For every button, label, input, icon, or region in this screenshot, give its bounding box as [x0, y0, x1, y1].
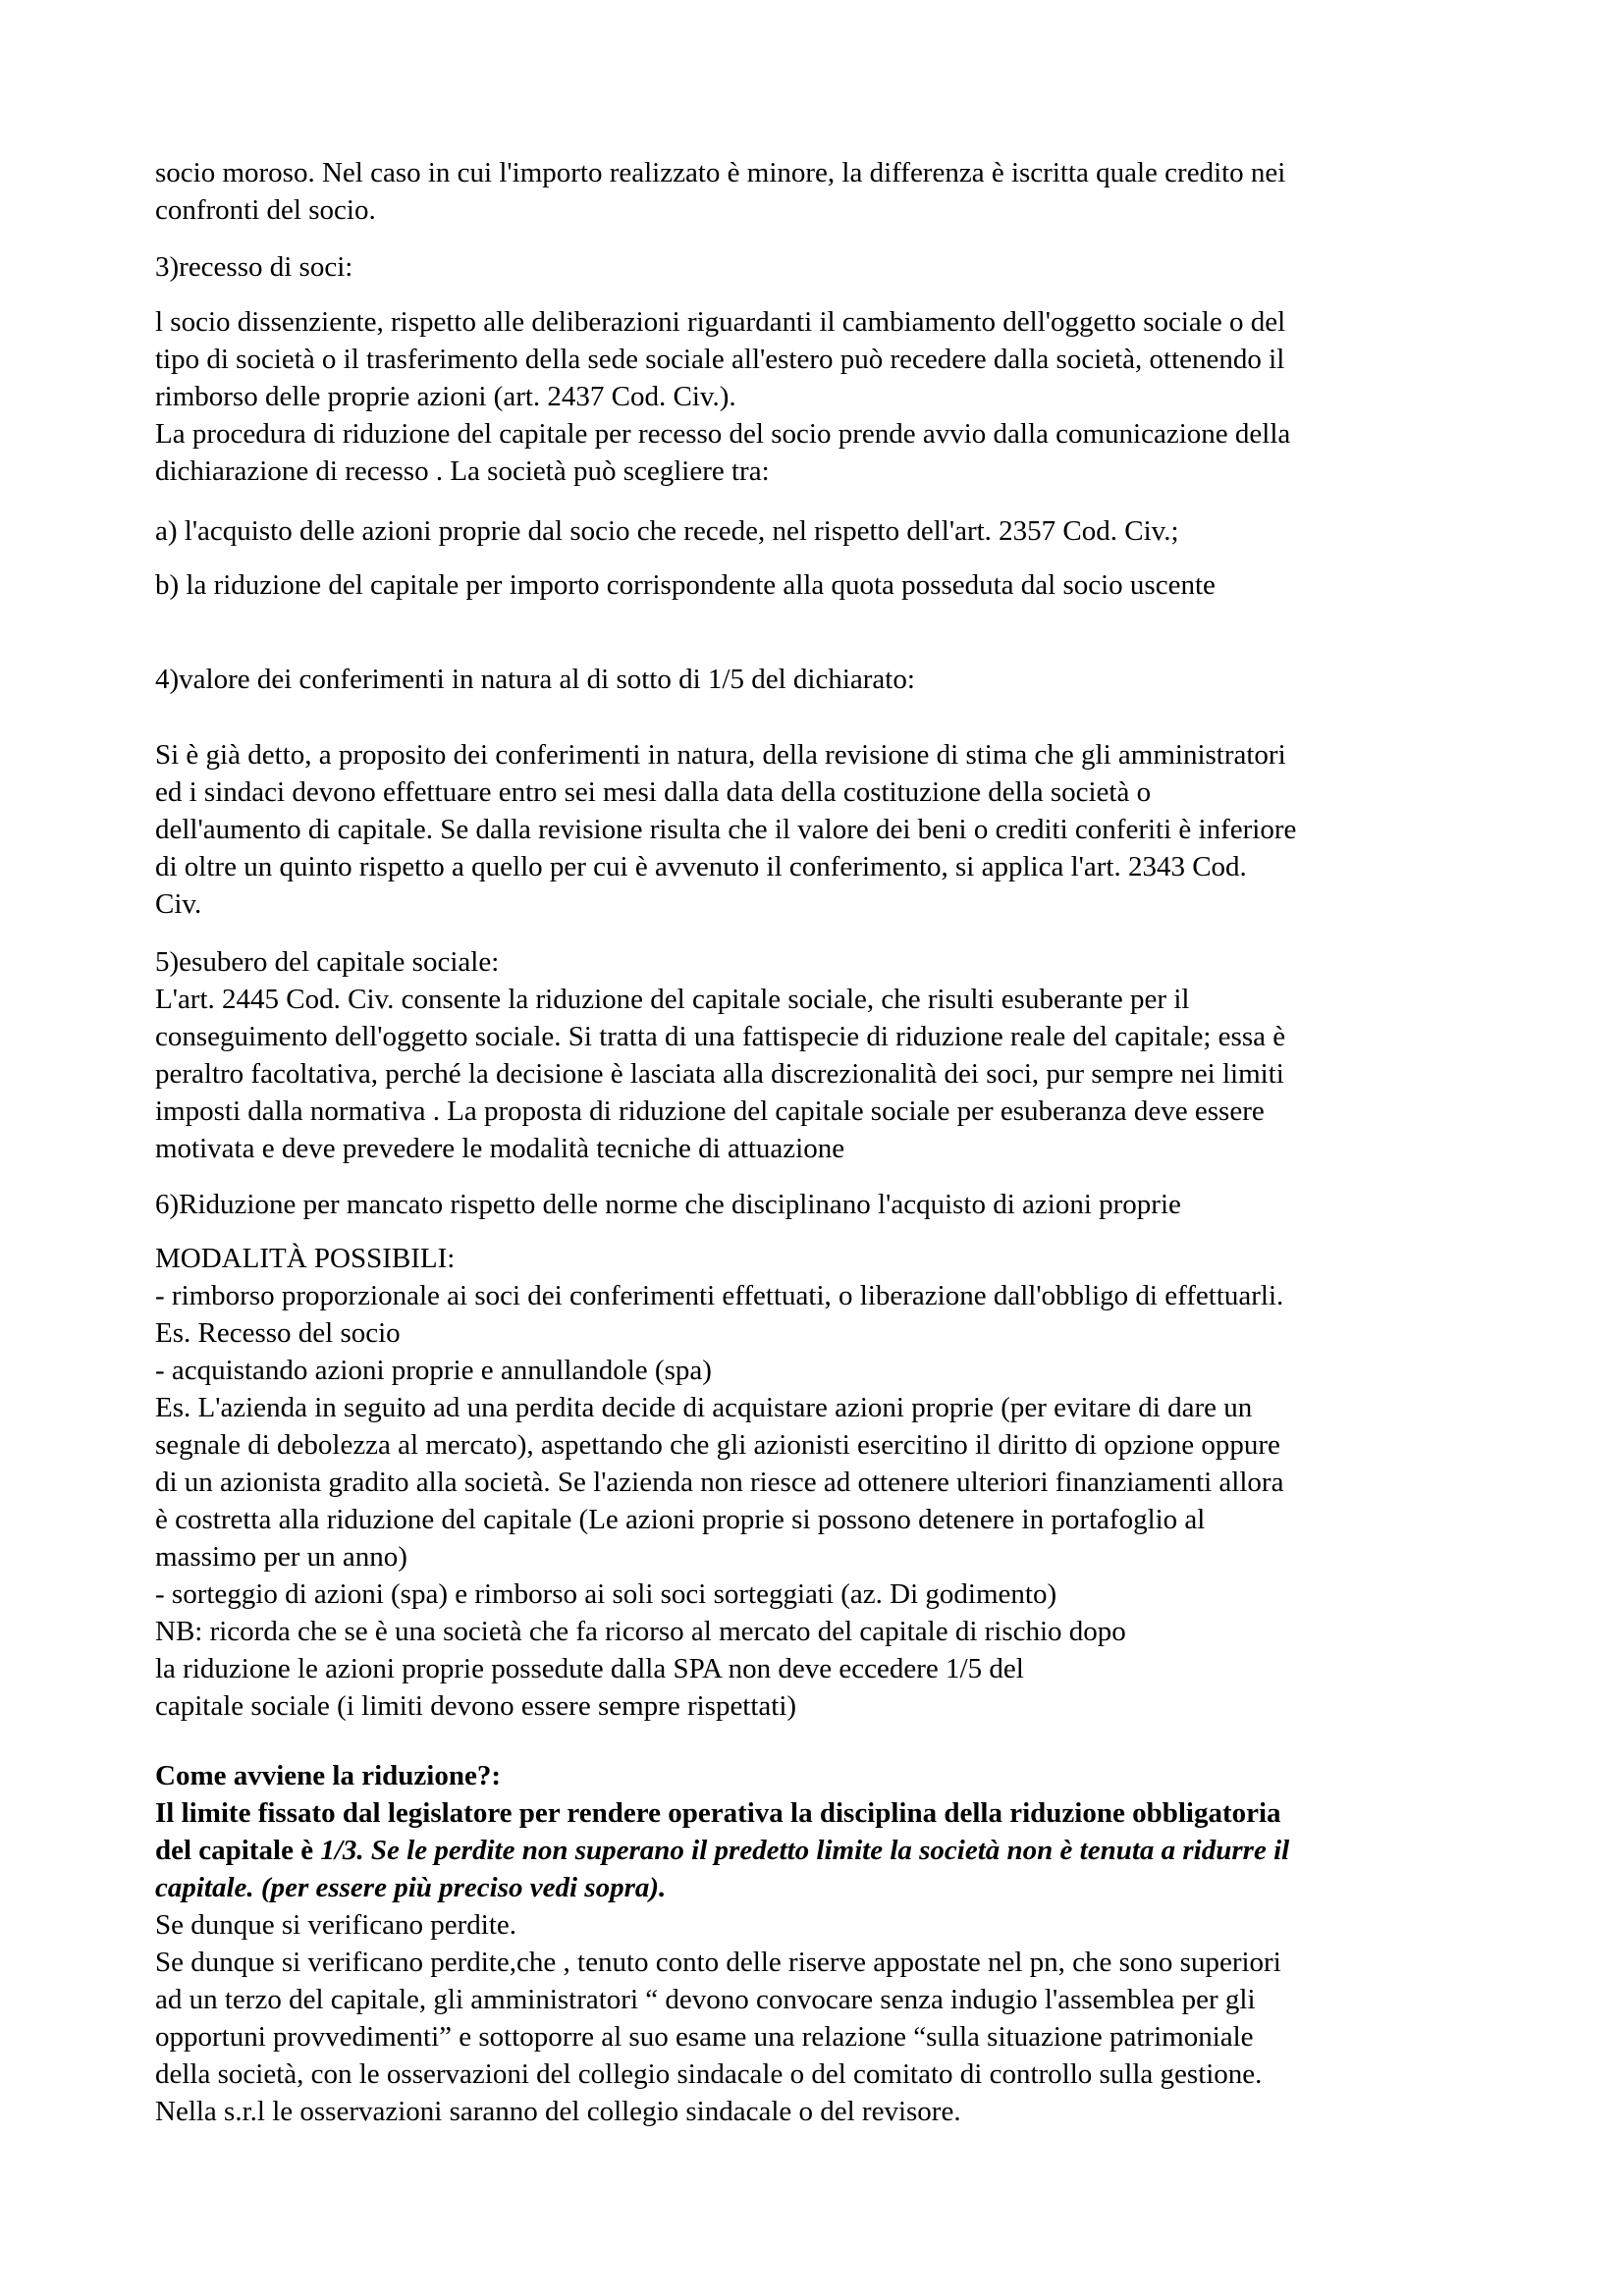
text-line: NB: ricorda che se è una società che fa ricorso al mercato del capitale di rischio dopo	[155, 1616, 1126, 1647]
text-line: opportuni provvedimenti” e sottoporre al suo esame una relazione “sulla situazione patrimoniale	[155, 2021, 1254, 2053]
text-line: 5)esubero del capitale sociale:	[155, 946, 500, 978]
text-line: Civ.	[155, 888, 202, 920]
text-line: 6)Riduzione per mancato rispetto delle norme che disciplinano l'acquisto di azioni proprie	[155, 1189, 1181, 1220]
section-heading-recesso	[155, 248, 1490, 286]
text-line: La procedura di riduzione del capitale per recesso del socio prende avvio dalla comunicazione della	[155, 418, 1291, 450]
text-line: è costretta alla riduzione del capitale (Le azioni proprie si possono detenere in portafoglio al	[155, 1504, 1206, 1535]
text-line: della società, con le osservazioni del collegio sindacale o del comitato di controllo sulla gestione.	[155, 2058, 1263, 2090]
text-line: 3)recesso di soci:	[155, 251, 353, 283]
text-line: socio moroso. Nel caso in cui l'importo realizzato è minore, la differenza è iscritta quale credito nei	[155, 157, 1286, 188]
text-line: rimborso delle proprie azioni (art. 2437 Cod. Civ.).	[155, 381, 736, 412]
text-line: segnale di debolezza al mercato), aspettando che gli azionisti esercitino il diritto di opzione oppure	[155, 1429, 1280, 1461]
text-line: Si è già detto, a proposito dei conferimenti in natura, della revisione di stima che gli amministratori	[155, 739, 1286, 771]
paragraph-esubero	[155, 943, 1490, 1167]
text-line: confronti del socio.	[155, 194, 376, 226]
section-heading-azioni-proprie	[155, 1186, 1490, 1223]
text-line: di oltre un quinto rispetto a quello per cui è avvenuto il conferimento, si applica l'art. 2343 Cod.	[155, 851, 1247, 882]
text-line: la riduzione le azioni proprie possedute dalla SPA non deve eccedere 1/5 del	[155, 1653, 1024, 1684]
text-line: conseguimento dell'oggetto sociale. Si tratta di una fattispecie di riduzione reale del capitale; essa è	[155, 1021, 1286, 1052]
text-line: Se dunque si verificano perdite.	[155, 1909, 517, 1941]
text-line: Es. Recesso del socio	[155, 1317, 401, 1349]
heading-line	[155, 1832, 1490, 1869]
paragraph-socio-moroso	[155, 154, 1490, 229]
text-line: tipo di società o il trasferimento della sede sociale all'estero può recedere dalla società, ottenendo il	[155, 344, 1285, 375]
text-line: a) l'acquisto delle azioni proprie dal socio che recede, nel rispetto dell'art. 2357 Cod. Civ.;	[155, 515, 1179, 547]
text-line: dichiarazione di recesso . La società può scegliere tra:	[155, 455, 770, 487]
text-line: - rimborso proporzionale ai soci dei conferimenti effettuati, o liberazione dall'obbligo di effettuarli.	[155, 1280, 1284, 1311]
text-line: di un azionista gradito alla società. Se l'azienda non riesce ad ottenere ulteriori finanziamenti allora	[155, 1467, 1284, 1498]
text-line: MODALITÀ POSSIBILI:	[155, 1243, 456, 1274]
section-heading-riduzione	[155, 1757, 1490, 1906]
text-line: peraltro facoltativa, perché la decisione è lasciata alla discrezionalità dei soci, pur sempre nei limiti	[155, 1058, 1284, 1090]
text-line: L'art. 2445 Cod. Civ. consente la riduzione del capitale sociale, che risulti esuberante per il	[155, 984, 1190, 1015]
text-line: Se dunque si verificano perdite,che , tenuto conto delle riserve appostate nel pn, che sono superiori	[155, 1947, 1281, 1978]
text-line: - acquistando azioni proprie e annullandole (spa)	[155, 1355, 712, 1386]
heading-bold-part: del capitale è	[155, 1835, 321, 1866]
paragraph-perdite	[155, 1906, 1490, 2130]
heading-italic-part: 1/3. Se le perdite non superano il predetto limite la società non è tenuta a ridurre il	[320, 1835, 1290, 1866]
text-line: - sorteggio di azioni (spa) e rimborso ai soli soci sorteggiati (az. Di godimento)	[155, 1578, 1057, 1610]
text-line: Es. L'azienda in seguito ad una perdita decide di acquistare azioni proprie (per evitare di dare un	[155, 1392, 1253, 1423]
text-line: capitale sociale (i limiti devono essere sempre rispettati)	[155, 1690, 797, 1722]
section-heading-conferimenti	[155, 661, 1490, 698]
option-a	[155, 512, 1490, 550]
text-line: Nella s.r.l le osservazioni saranno del collegio sindacale o del revisore.	[155, 2096, 961, 2127]
text-line: l socio dissenziente, rispetto alle deliberazioni riguardanti il cambiamento dell'oggetto sociale o del	[155, 306, 1286, 338]
paragraph-modalita	[155, 1240, 1490, 1725]
text-line: motivata e deve prevedere le modalità tecniche di attuazione	[155, 1133, 845, 1164]
text-line: massimo per un anno)	[155, 1541, 407, 1573]
paragraph-recesso	[155, 303, 1490, 490]
text-line: b) la riduzione del capitale per importo corrispondente alla quota posseduta dal socio uscente	[155, 569, 1216, 601]
paragraph-conferimenti	[155, 736, 1490, 923]
heading-line: Come avviene la riduzione?:	[155, 1760, 501, 1791]
text-line: 4)valore dei conferimenti in natura al di sotto di 1/5 del dichiarato:	[155, 664, 915, 695]
text-line: ad un terzo del capitale, gli amministratori “ devono convocare senza indugio l'assemblea per gli	[155, 1984, 1256, 2015]
text-line: imposti dalla normativa . La proposta di riduzione del capitale sociale per esuberanza deve essere	[155, 1095, 1265, 1127]
text-line: ed i sindaci devono effettuare entro sei mesi dalla data della costituzione della società o	[155, 776, 1152, 808]
option-b	[155, 566, 1490, 604]
heading-line: capitale. (per essere più preciso vedi sopra).	[155, 1872, 667, 1903]
text-line: dell'aumento di capitale. Se dalla revisione risulta che il valore dei beni o crediti conferiti è inferiore	[155, 814, 1297, 845]
heading-line: Il limite fissato dal legislatore per rendere operativa la disciplina della riduzione obbligatoria	[155, 1797, 1281, 1829]
